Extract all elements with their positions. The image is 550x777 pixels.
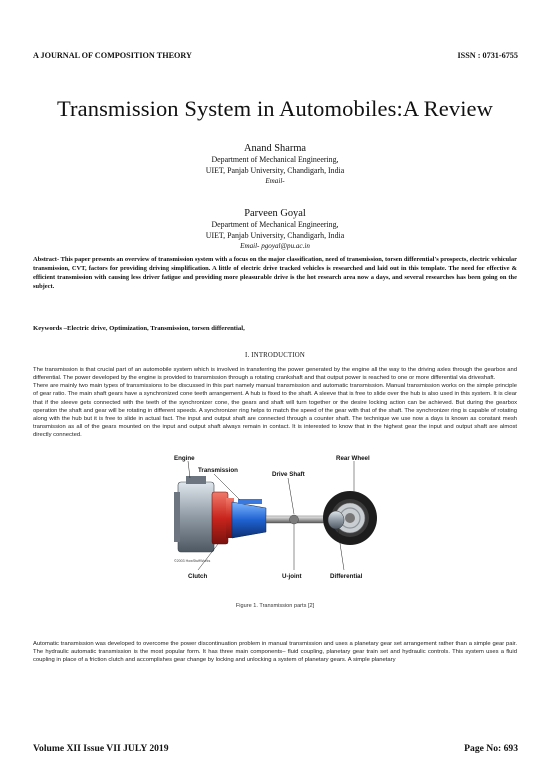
section-heading: I. INTRODUCTION (244, 352, 305, 359)
figure-label-clutch: Clutch (188, 573, 208, 580)
author-affiliation: UIET, Panjab University, Chandigarh, India (205, 230, 345, 240)
author-block (0, 142, 550, 187)
author-block (0, 207, 550, 252)
figure-copyright: ©2003 HowStuffWorks (174, 559, 211, 563)
figure-label-drive-shaft: Drive Shaft (272, 471, 305, 478)
figure-label-engine: Engine (174, 455, 195, 462)
abstract: Abstract- This paper presents an overview of transmission system with a focus on the major classification, need of transmission, torsen differential's prospects, electric vehicular transmission, CVT, factors for providing driving simplification. A little of electric drive tracked vehicles is researched and laid out in this template. The need for effective & efficient transmission with causing less driver fatigue and providing more pleasurable drive is the hot research area now a days, and several researches has been going on the subject. (33, 256, 517, 290)
paragraph: There are mainly two main types of transmissions to be discussed in this part namely manual transmission and automatic transmission. Manual transmission works on the simple principle of gear ratio. The main shaft gears have a synchronized cone teeth arrangement. A hub is fixed to the shaft. A sleeve that is free to slide over the hub is also used in this system. It is clear that if the sleeve gets connected with the teeth of the synchronizer cone, the gears and shaft will turn together or the desire locking action can be achieved. But during the gearbox operation the shaft and gear will be rotating in different speeds. A synchronizer ring helps to match the speed of the gear with that of the shaft. The synchronizer ring is capable of rotating along with the hub but it is free to slide in actual fact. The input and output shaft are connected through a counter shaft. The technique we use now a days is known as constant mesh transmission as all of the gears mounted on the input and output shaft always remain in contact. It is interested to know that in the highest gear the input and output shaft are almost directly connected. (33, 383, 517, 439)
page-number: Page No: 693 (464, 743, 518, 754)
figure-label-u-joint: U-joint (282, 573, 302, 580)
clutch-shape (212, 492, 234, 544)
author-email: Email- pgoyal@pu.ac.in (240, 242, 310, 251)
author-affiliation: UIET, Panjab University, Chandigarh, India (205, 165, 345, 175)
author-department: Department of Mechanical Engineering, (211, 220, 339, 229)
differential-shape (328, 511, 344, 529)
figure-label-differential: Differential (330, 573, 363, 580)
running-footer (33, 743, 518, 754)
paper-title: Transmission System in Automobiles:A Review (56, 96, 493, 121)
keywords: Keywords –Electric drive, Optimization, Transmission, torsen differential, (33, 325, 245, 332)
author-email: Email- (265, 177, 285, 186)
paragraph: The transmission is that crucial part of an automobile system which is involved in transferring the power generated by the engine all the way to the driving axles through the gearbox and differential. The power developed by the engine is provided to transmission through a rotating crankshaft and that output power is reached to one or more differential via driveshaft. (33, 367, 517, 382)
author-department: Department of Mechanical Engineering, (211, 155, 339, 164)
figure-label-rear-wheel: Rear Wheel (336, 455, 370, 462)
running-header (33, 51, 518, 60)
figure-caption: Figure 1. Transmission parts [2] (235, 603, 315, 609)
engine-shape (174, 476, 214, 552)
author-name: Anand Sharma (243, 143, 307, 154)
transmission-figure (168, 452, 382, 590)
volume-info: Volume XII Issue VII JULY 2019 (33, 743, 169, 754)
author-name: Parveen Goyal (244, 208, 306, 219)
paragraph: Automatic transmission was developed to overcome the power discontinuation problem in manual transmission and uses a planetary gear set arrangement rather than a simple gear pair. The hydraulic automatic transmission is the most popular form. It has three main components– fluid coupling, planetary gear train set and hydraulic controls. This system uses a fluid coupling in place of a friction clutch and accomplishes gear change by locking and unlocking a system of planetary gears. A simple planetary (33, 641, 517, 664)
figure-label-transmission: Transmission (198, 467, 238, 474)
intro-text (33, 366, 517, 439)
journal-name: A JOURNAL OF COMPOSITION THEORY (33, 51, 192, 60)
issn: ISSN : 0731-6755 (457, 51, 518, 60)
automatic-transmission-text (33, 640, 517, 664)
